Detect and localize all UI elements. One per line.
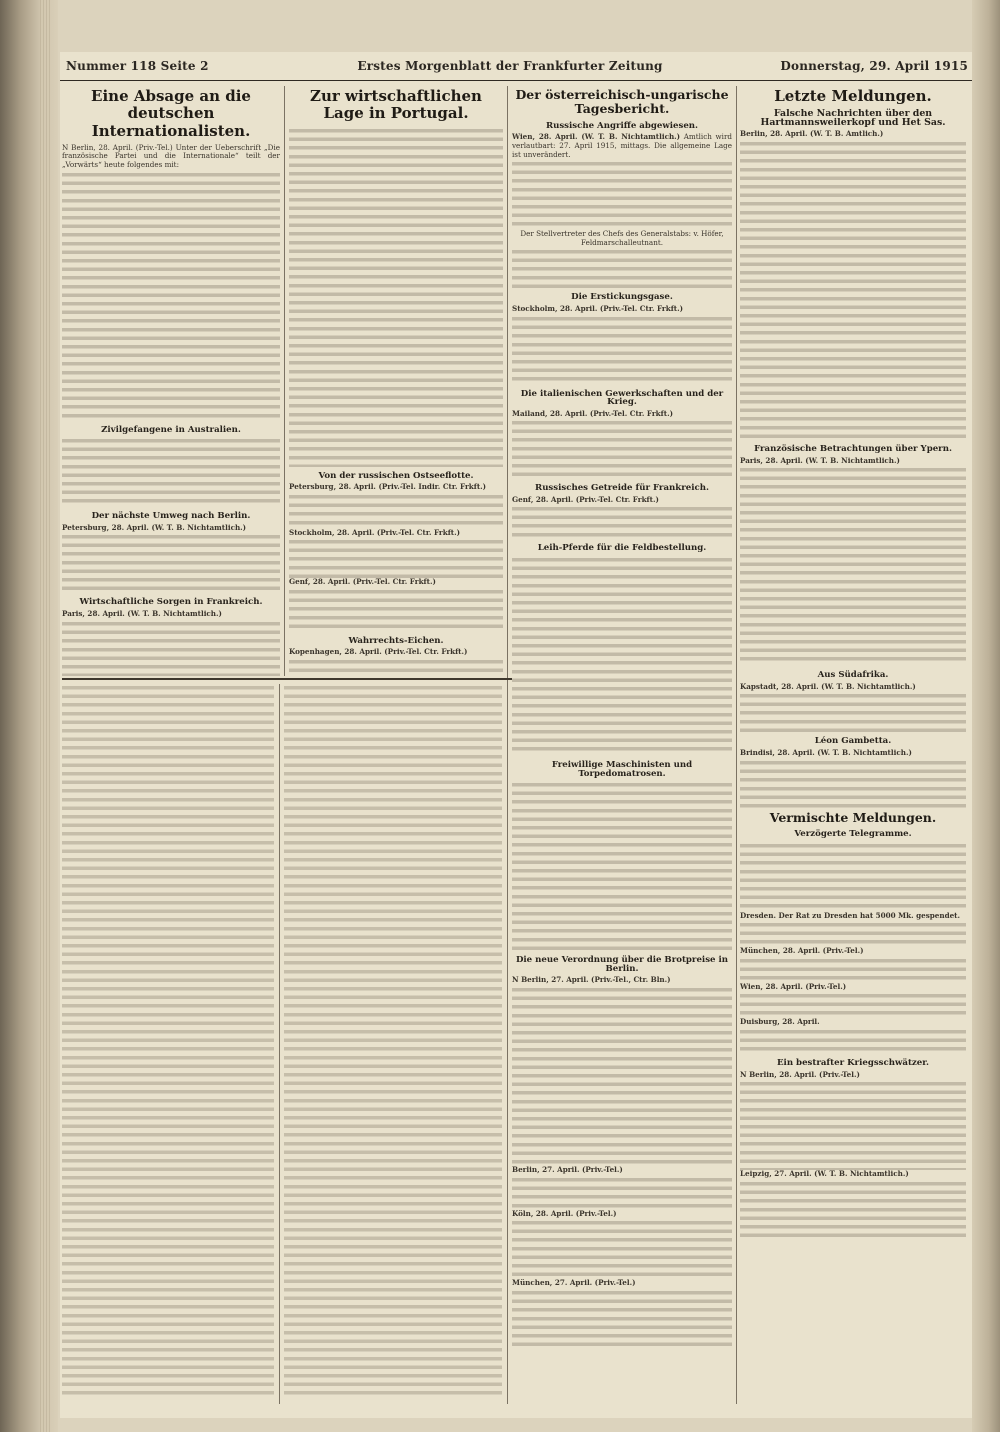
column-divider <box>736 86 737 1404</box>
article-column-3 <box>512 86 732 1404</box>
article-body <box>512 781 732 951</box>
article-dateline: Wien, 28. April. (Priv.-Tel.) <box>740 981 847 991</box>
article-dateline: Paris, 28. April. (W. T. B. Nichtamtlich.) <box>62 608 222 618</box>
article-subheading: Ein bestrafter Kriegsschwätzer. <box>777 1057 929 1068</box>
article-headline: Zur wirtschaftlichen Lage in Portugal. <box>310 87 482 123</box>
article-dateline: Berlin, 28. April. (W. T. B. Amtlich.) <box>740 129 884 139</box>
article-subheading: Russische Angriffe abgewiesen. <box>545 120 699 131</box>
article-dateline: Wien, 28. April. (W. T. B. Nichtamtlich.) <box>512 132 681 142</box>
article-lead: N Berlin, 28. April. (Priv.-Tel.) Unter der Ueberschrift „Die französische Partei und die Internationale“ teilt der „Vorwärts“ heute folgendes mit: <box>62 142 280 169</box>
page-edge <box>972 0 1000 1432</box>
article-body <box>62 533 280 593</box>
article-subheading: Freiwillige Maschinisten und Torpedomatrosen. <box>551 760 693 779</box>
feuilleton-column-1 <box>62 684 274 1404</box>
article-subheading: Russisches Getreide für Frankreich. <box>535 483 709 494</box>
article-body <box>512 505 732 539</box>
article-body <box>740 692 966 732</box>
article-dateline: Leipzig, 27. April. (W. T. B. Nichtamtlich.) <box>740 1169 909 1179</box>
article-signature: Der Stellvertreter des Chefs des Generalstabs: v. Höfer, Feldmarschalleutnant. <box>520 229 724 247</box>
article-subheading: Die neue Verordnung über die Brotpreise in Berlin. <box>515 955 729 974</box>
article-body <box>740 140 966 440</box>
article-body <box>289 588 503 632</box>
article-dateline: Genf, 28. April. (Priv.-Tel. Ctr. Frkft.) <box>512 494 659 504</box>
article-body <box>62 620 280 677</box>
article-subheading: Französische Betrachtungen über Ypern. <box>754 444 952 455</box>
article-subheading: Zivilgefangene in Australien. <box>101 424 241 435</box>
article-dateline: N Berlin, 27. April. (Priv.-Tel., Ctr. Bln.) <box>512 975 671 985</box>
article-body <box>740 842 966 912</box>
article-body <box>289 127 503 467</box>
article-dateline: Kopenhagen, 28. April. (Priv.-Tel. Ctr. Frkft.) <box>289 647 468 657</box>
article-body <box>740 1180 966 1240</box>
article-dateline: Duisburg, 28. April. <box>740 1017 820 1027</box>
article-body <box>289 538 503 578</box>
article-subheading: Wirtschaftliche Sorgen in Frankreich. <box>79 597 263 608</box>
article-body <box>740 1080 966 1170</box>
article-body <box>512 1289 732 1349</box>
article-column-2 <box>289 86 503 676</box>
article-dateline: Dresden. Der Rat zu Dresden hat 5000 Mk. gespendet. <box>740 910 960 920</box>
article-body <box>289 658 503 676</box>
article-subheading: Der nächste Umweg nach Berlin. <box>91 511 251 522</box>
article-body <box>740 759 966 809</box>
article-body <box>512 1219 732 1279</box>
feuilleton-body <box>62 684 274 1400</box>
article-subheading: Von der russischen Ostseeflotte. <box>318 470 474 481</box>
article-subheading: Verzögerte Telegramme. <box>794 828 912 839</box>
article-dateline: Genf, 28. April. (Priv.-Tel. Ctr. Frkft.) <box>289 577 436 587</box>
article-subheading: Léon Gambetta. <box>814 736 892 747</box>
article-subheading: Die italienischen Gewerkschaften und der Krieg. <box>520 388 724 408</box>
article-body <box>289 493 503 529</box>
article-dateline: N Berlin, 28. April. (Priv.-Tel.) <box>740 1069 860 1079</box>
article-dateline: München, 28. April. (Priv.-Tel.) <box>740 946 864 956</box>
article-dateline: Petersburg, 28. April. (W. T. B. Nichtamtlich.) <box>62 522 247 532</box>
article-headline: Der österreichisch-ungarische Tagesbericht. <box>515 87 729 117</box>
article-body <box>740 992 966 1018</box>
article-body <box>740 957 966 983</box>
article-dateline: Kapstadt, 28. April. (W. T. B. Nichtamtlich.) <box>740 681 916 691</box>
article-body <box>740 1028 966 1054</box>
article-dateline: Stockholm, 28. April. (Priv.-Tel. Ctr. Frkft.) <box>512 303 684 313</box>
article-body <box>512 1176 732 1210</box>
section-headline: Letzte Meldungen. <box>774 87 932 105</box>
article-body <box>512 160 732 230</box>
article-dateline: Stockholm, 28. April. (Priv.-Tel. Ctr. Frkft.) <box>289 527 461 537</box>
article-subheading: Wahrrechts-Eichen. <box>348 635 444 646</box>
article-dateline: Köln, 28. April. (Priv.-Tel.) <box>512 1208 617 1218</box>
article-lead: Amtlich wird verlautbart: 27. April 1915, mittags. Die allgemeine Lage ist unverändert. <box>512 132 732 159</box>
article-dateline: Brindisi, 28. April. (W. T. B. Nichtamtlich.) <box>740 748 912 757</box>
feuilleton-body <box>284 684 502 1400</box>
article-dateline: Mailand, 28. April. (Priv.-Tel. Ctr. Frkft.) <box>512 408 673 418</box>
page-header <box>60 56 972 81</box>
article-subheading: Aus Südafrika. <box>817 670 889 681</box>
article-body <box>512 248 732 288</box>
article-body <box>512 556 732 756</box>
article-body <box>62 437 280 507</box>
column-divider <box>279 684 280 1404</box>
newspaper-title: Erstes Morgenblatt der Frankfurter Zeitung <box>357 59 663 73</box>
feuilleton-divider <box>62 678 512 680</box>
issue-page-number: Nummer 118 Seite 2 <box>66 59 209 73</box>
article-dateline: München, 27. April. (Priv.-Tel.) <box>512 1278 636 1288</box>
article-column-4 <box>740 86 966 1416</box>
column-divider <box>284 86 285 676</box>
article-body <box>740 921 966 947</box>
article-column-1 <box>62 86 280 676</box>
book-spine <box>0 0 58 1432</box>
column-divider <box>507 86 508 1404</box>
article-dateline: Petersburg, 28. April. (Priv.-Tel. Indir. Ctr. Frkft.) <box>289 482 487 492</box>
article-body <box>740 466 966 666</box>
article-body <box>512 419 732 479</box>
article-body <box>512 315 732 385</box>
issue-date: Donnerstag, 29. April 1915 <box>780 59 968 73</box>
feuilleton-column-2 <box>284 684 502 1404</box>
article-body <box>62 171 280 421</box>
article-subheading: Leih-Pferde für die Feldbestellung. <box>537 543 707 554</box>
article-dateline: Paris, 28. April. (W. T. B. Nichtamtlich.) <box>740 455 900 465</box>
section-headline: Vermischte Meldungen. <box>769 809 937 825</box>
article-subheading: Falsche Nachrichten über den Hartmannsweilerkopf und Het Sas. <box>760 108 946 128</box>
article-subheading: Die Erstickungsgase. <box>571 292 673 303</box>
article-body <box>512 986 732 1166</box>
article-headline: Eine Absage an die deutschen Internationalisten. <box>91 87 251 140</box>
article-dateline: Berlin, 27. April. (Priv.-Tel.) <box>512 1165 623 1175</box>
